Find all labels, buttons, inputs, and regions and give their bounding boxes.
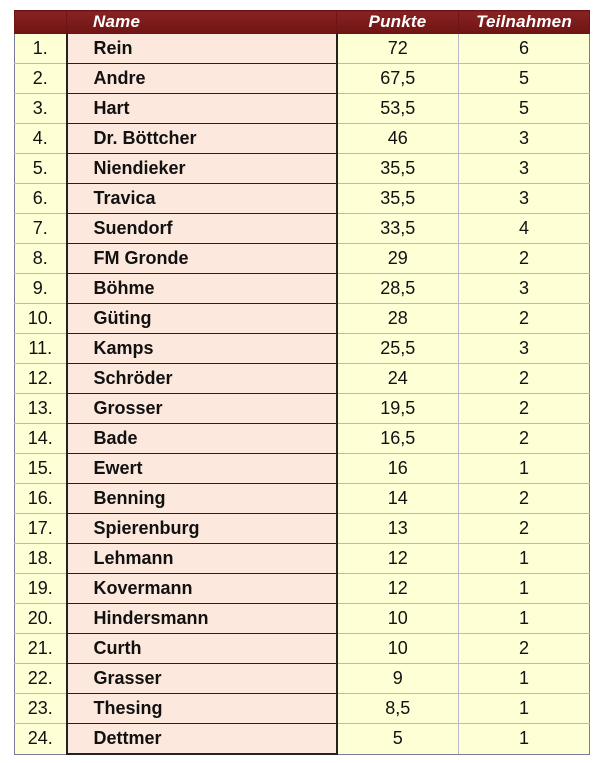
rank-cell: 23. bbox=[15, 694, 67, 724]
name-cell: Lehmann bbox=[67, 544, 337, 574]
rank-cell: 9. bbox=[15, 274, 67, 304]
rank-cell: 8. bbox=[15, 244, 67, 274]
rank-cell: 4. bbox=[15, 124, 67, 154]
name-cell: Dettmer bbox=[67, 724, 337, 755]
participations-cell: 3 bbox=[459, 154, 590, 184]
name-cell: Niendieker bbox=[67, 154, 337, 184]
table-row bbox=[15, 94, 590, 124]
name-cell: Bade bbox=[67, 424, 337, 454]
table-row bbox=[15, 124, 590, 154]
points-cell: 19,5 bbox=[337, 394, 459, 424]
name-cell: Grasser bbox=[67, 664, 337, 694]
participations-cell: 1 bbox=[459, 724, 590, 755]
rank-cell: 14. bbox=[15, 424, 67, 454]
participations-cell: 2 bbox=[459, 424, 590, 454]
name-cell: Andre bbox=[67, 64, 337, 94]
table-row bbox=[15, 724, 590, 755]
points-cell: 12 bbox=[337, 544, 459, 574]
table-row bbox=[15, 34, 590, 64]
points-cell: 25,5 bbox=[337, 334, 459, 364]
table-header bbox=[15, 11, 590, 34]
participations-cell: 2 bbox=[459, 364, 590, 394]
points-cell: 46 bbox=[337, 124, 459, 154]
participations-cell: 2 bbox=[459, 244, 590, 274]
participations-cell: 1 bbox=[459, 454, 590, 484]
table-row bbox=[15, 154, 590, 184]
name-cell: Böhme bbox=[67, 274, 337, 304]
participations-cell: 1 bbox=[459, 544, 590, 574]
participations-cell: 1 bbox=[459, 694, 590, 724]
name-cell: Kovermann bbox=[67, 574, 337, 604]
name-cell: Curth bbox=[67, 634, 337, 664]
header-name: Name bbox=[67, 11, 337, 34]
rank-cell: 19. bbox=[15, 574, 67, 604]
name-cell: Thesing bbox=[67, 694, 337, 724]
participations-cell: 1 bbox=[459, 604, 590, 634]
points-cell: 29 bbox=[337, 244, 459, 274]
rank-cell: 11. bbox=[15, 334, 67, 364]
points-cell: 53,5 bbox=[337, 94, 459, 124]
table-row bbox=[15, 454, 590, 484]
table-row bbox=[15, 694, 590, 724]
participations-cell: 5 bbox=[459, 64, 590, 94]
rank-cell: 12. bbox=[15, 364, 67, 394]
ranking-table bbox=[14, 10, 590, 755]
name-cell: Benning bbox=[67, 484, 337, 514]
table-row bbox=[15, 544, 590, 574]
points-cell: 72 bbox=[337, 34, 459, 64]
name-cell: Dr. Böttcher bbox=[67, 124, 337, 154]
rank-cell: 18. bbox=[15, 544, 67, 574]
name-cell: FM Gronde bbox=[67, 244, 337, 274]
table-row bbox=[15, 244, 590, 274]
points-cell: 35,5 bbox=[337, 154, 459, 184]
participations-cell: 1 bbox=[459, 664, 590, 694]
table-body bbox=[15, 34, 590, 755]
participations-cell: 3 bbox=[459, 124, 590, 154]
rank-cell: 22. bbox=[15, 664, 67, 694]
rank-cell: 3. bbox=[15, 94, 67, 124]
participations-cell: 6 bbox=[459, 34, 590, 64]
name-cell: Spierenburg bbox=[67, 514, 337, 544]
table-row bbox=[15, 394, 590, 424]
participations-cell: 3 bbox=[459, 334, 590, 364]
participations-cell: 5 bbox=[459, 94, 590, 124]
points-cell: 35,5 bbox=[337, 184, 459, 214]
rank-cell: 24. bbox=[15, 724, 67, 755]
header-participations: Teilnahmen bbox=[459, 11, 590, 34]
table-row bbox=[15, 634, 590, 664]
name-cell: Hart bbox=[67, 94, 337, 124]
points-cell: 67,5 bbox=[337, 64, 459, 94]
points-cell: 33,5 bbox=[337, 214, 459, 244]
header-points: Punkte bbox=[337, 11, 459, 34]
rank-cell: 10. bbox=[15, 304, 67, 334]
name-cell: Travica bbox=[67, 184, 337, 214]
participations-cell: 2 bbox=[459, 484, 590, 514]
table-row bbox=[15, 514, 590, 544]
table-row bbox=[15, 184, 590, 214]
participations-cell: 2 bbox=[459, 514, 590, 544]
table-row bbox=[15, 604, 590, 634]
points-cell: 12 bbox=[337, 574, 459, 604]
name-cell: Hindersmann bbox=[67, 604, 337, 634]
rank-cell: 15. bbox=[15, 454, 67, 484]
participations-cell: 1 bbox=[459, 574, 590, 604]
points-cell: 24 bbox=[337, 364, 459, 394]
participations-cell: 2 bbox=[459, 634, 590, 664]
rank-cell: 6. bbox=[15, 184, 67, 214]
table-row bbox=[15, 664, 590, 694]
points-cell: 5 bbox=[337, 724, 459, 755]
name-cell: Grosser bbox=[67, 394, 337, 424]
points-cell: 10 bbox=[337, 604, 459, 634]
name-cell: Kamps bbox=[67, 334, 337, 364]
table-row bbox=[15, 484, 590, 514]
participations-cell: 3 bbox=[459, 184, 590, 214]
table-row bbox=[15, 214, 590, 244]
table-row bbox=[15, 574, 590, 604]
table-row bbox=[15, 64, 590, 94]
points-cell: 16,5 bbox=[337, 424, 459, 454]
points-cell: 8,5 bbox=[337, 694, 459, 724]
participations-cell: 2 bbox=[459, 304, 590, 334]
header-rank bbox=[15, 11, 67, 34]
participations-cell: 3 bbox=[459, 274, 590, 304]
points-cell: 9 bbox=[337, 664, 459, 694]
rank-cell: 20. bbox=[15, 604, 67, 634]
table-row bbox=[15, 304, 590, 334]
points-cell: 14 bbox=[337, 484, 459, 514]
points-cell: 16 bbox=[337, 454, 459, 484]
points-cell: 28,5 bbox=[337, 274, 459, 304]
rank-cell: 7. bbox=[15, 214, 67, 244]
name-cell: Schröder bbox=[67, 364, 337, 394]
name-cell: Ewert bbox=[67, 454, 337, 484]
table-row bbox=[15, 424, 590, 454]
table-row bbox=[15, 364, 590, 394]
participations-cell: 2 bbox=[459, 394, 590, 424]
table-row bbox=[15, 274, 590, 304]
rank-cell: 2. bbox=[15, 64, 67, 94]
rank-cell: 17. bbox=[15, 514, 67, 544]
header-row bbox=[15, 11, 590, 34]
points-cell: 13 bbox=[337, 514, 459, 544]
rank-cell: 21. bbox=[15, 634, 67, 664]
rank-cell: 13. bbox=[15, 394, 67, 424]
rank-cell: 16. bbox=[15, 484, 67, 514]
rank-cell: 1. bbox=[15, 34, 67, 64]
name-cell: Güting bbox=[67, 304, 337, 334]
points-cell: 28 bbox=[337, 304, 459, 334]
name-cell: Rein bbox=[67, 34, 337, 64]
table-row bbox=[15, 334, 590, 364]
rank-cell: 5. bbox=[15, 154, 67, 184]
name-cell: Suendorf bbox=[67, 214, 337, 244]
participations-cell: 4 bbox=[459, 214, 590, 244]
points-cell: 10 bbox=[337, 634, 459, 664]
